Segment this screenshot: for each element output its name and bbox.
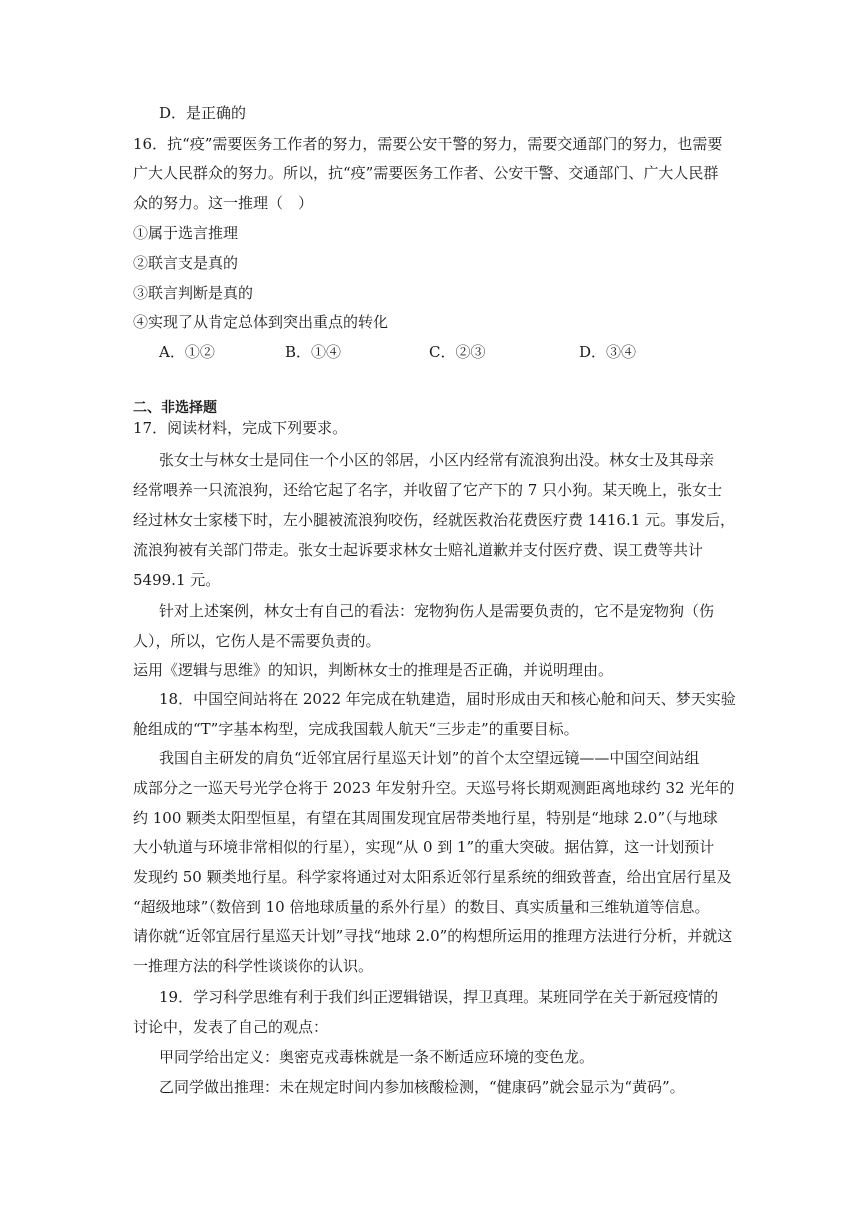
q16-statement-3: ③联言判断是真的: [133, 284, 254, 302]
q17-intro: 17．阅读材料，完成下列要求。: [133, 419, 348, 437]
q18-para1-line-1: 18．中国空间站将在 2022 年完成在轨建造，届时形成由天和核心舱和问天、梦天实验: [159, 690, 736, 708]
q19-yi-statement: 乙同学做出推理：未在规定时间内参加核酸检测，“健康码”就会显示为“黄码”。: [159, 1078, 685, 1096]
q16-options: [159, 341, 719, 361]
q18-para1-line-2: 舱组成的“T”字基本构型，完成我国载人航天“三步走”的重要目标。: [133, 720, 579, 738]
q18-question-line-2: 一推理方法的科学性谈谈你的认识。: [133, 957, 374, 975]
q18-para2-line-4: 大小轨道与环境非常相似的行星），实现“从 0 到 1”的重大突破。据估算，这一计划预计: [133, 838, 715, 856]
q16-statement-2: ②联言支是真的: [133, 254, 239, 272]
q19-para1-line-1: 19．学习科学思维有利于我们纠正逻辑错误，捍卫真理。某班同学在关于新冠疫情的: [159, 988, 719, 1006]
q16-option-a: A．①②: [159, 343, 215, 361]
q16-option-b: B．①④: [285, 343, 342, 361]
q17-para1-line-4: 流浪狗被有关部门带走。张女士起诉要求林女士赔礼道歉并支付医疗费、误工费等共计: [133, 541, 704, 559]
q16-statement-1: ①属于选言推理: [133, 224, 239, 242]
q17-para1-line-3: 经过林女士家楼下时，左小腿被流浪狗咬伤，经就医救治花费医疗费 1416.1 元。事发后，: [133, 511, 736, 529]
q18-question-line-1: 请你就“近邻宜居行星巡天计划”寻找“地球 2.0”的构想所运用的推理方法进行分析，并就这: [133, 927, 733, 945]
q15-option-d: D．是正确的: [159, 104, 247, 122]
q16-stem-line-2: 广大人民群众的努力。所以，抗“疫”需要医务工作者、公安干警、交通部门、广大人民群: [133, 164, 719, 182]
section-title: 二、非选择题: [133, 400, 217, 416]
q17-para2-line-1: 针对上述案例，林女士有自己的看法：宠物狗伤人是需要负责的，它不是宠物狗（伤: [159, 602, 715, 620]
q18-para2-line-5: 发现约 50 颗类地行星。科学家将通过对太阳系近邻行星系统的细致普查，给出宜居行星及: [133, 868, 732, 886]
q16-option-d: D．③④: [579, 343, 637, 361]
q17-para1-line-2: 经常喂养一只流浪狗，还给它起了名字，并收留了它产下的 7 只小狗。某天晚上，张女士: [133, 481, 723, 499]
q16-option-c: C．②③: [429, 343, 486, 361]
q17-para1-line-5: 5499.1 元。: [133, 571, 221, 589]
q17-para2-line-2: 人），所以，它伤人是不需要负责的。: [133, 632, 381, 650]
q19-jia-statement: 甲同学给出定义：奥密克戎毒株就是一条不断适应环境的变色龙。: [159, 1048, 595, 1066]
q17-para1-line-1: 张女士与林女士是同住一个小区的邻居，小区内经常有流浪狗出没。林女士及其母亲: [159, 451, 715, 469]
q16-statement-4: ④实现了从肯定总体到突出重点的转化: [133, 313, 389, 331]
q19-para1-line-2: 讨论中，发表了自己的观点：: [133, 1018, 329, 1036]
q17-question: 运用《逻辑与思维》的知识，判断林女士的推理是否正确，并说明理由。: [133, 661, 614, 679]
q18-para2-line-1: 我国自主研发的肩负“近邻宜居行星巡天计划”的首个太空望远镜——中国空间站组: [159, 749, 700, 767]
q18-para2-line-2: 成部分之一巡天号光学仓将于 2023 年发射升空。天巡号将长期观测距离地球约 32 光年的: [133, 779, 735, 797]
q16-stem-line-3: 众的努力。这一推理（ ）: [133, 194, 314, 212]
q18-para2-line-3: 约 100 颗类太阳型恒星，有望在其周围发现宜居带类地行星，特别是“地球 2.0”（与地球: [133, 809, 718, 827]
q18-para2-line-6: “超级地球”（数倍到 10 倍地球质量的系外行星）的数目、真实质量和三维轨道等信息。: [133, 898, 710, 916]
q16-stem-line-1: 16．抗“疫”需要医务工作者的努力，需要公安干警的努力，需要交通部门的努力，也需要: [133, 135, 723, 153]
